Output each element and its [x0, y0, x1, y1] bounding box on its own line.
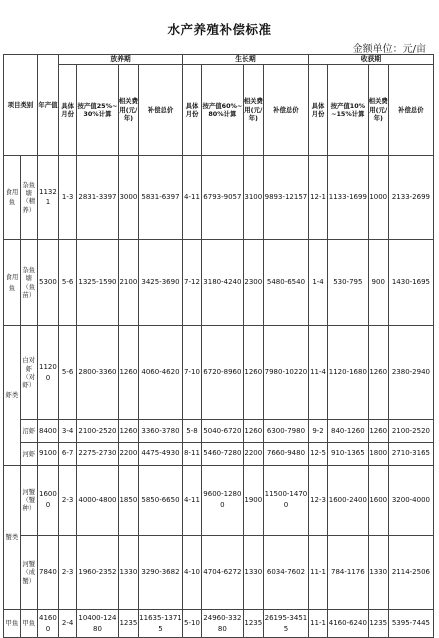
phase1-value-share-cell: 2831-3397: [77, 156, 119, 240]
phase2-total-cell: 11500-14700: [263, 465, 308, 535]
phase3-total-cell: 2114-2506: [388, 535, 433, 609]
phase3-total-cell: 2710-3165: [388, 442, 433, 465]
table-row: [4, 535, 434, 609]
phase2-value-share-cell: 6793-9057: [202, 156, 244, 240]
subcategory-cell: 甲鱼: [20, 610, 37, 638]
phase3-months-cell: 12-5: [308, 442, 327, 465]
table-row: [4, 420, 434, 443]
phase2-total-cell: 5480-6540: [263, 239, 308, 326]
phase1-months-cell: 3-4: [59, 420, 77, 443]
phase1-value-share-cell: 1960-2352: [77, 535, 119, 609]
phase3-related-cost-cell: 1600: [368, 465, 388, 535]
phase3-months-cell: 12-3: [308, 465, 327, 535]
category-cell: 食用鱼: [4, 156, 21, 240]
phase2-months-cell: 4-11: [182, 156, 201, 240]
category-cell: 食用鱼: [4, 239, 21, 326]
annual-output-cell: 11321: [37, 156, 58, 240]
phase2-related-cost-cell: 1900: [243, 465, 263, 535]
phase1-related-cost-cell: 1260: [118, 326, 138, 420]
page-title: 水产养殖补偿标准: [167, 22, 272, 37]
phase1-related-cost-cell: 1260: [118, 420, 138, 443]
phase1-value-share-cell: 4000-4800: [77, 465, 119, 535]
annual-output-cell: 11200: [37, 326, 58, 420]
phase1-value-share-cell: 2800-3360: [77, 326, 119, 420]
header-phase2-related-cost: 相关费用(元/年): [243, 65, 263, 156]
phase3-months-cell: 1-4: [308, 239, 327, 326]
phase2-related-cost-cell: 2200: [243, 442, 263, 465]
header-phase3-months: 具体月份: [308, 65, 327, 156]
phase3-related-cost-cell: 900: [368, 239, 388, 326]
phase1-total-cell: 3425-3690: [139, 239, 183, 326]
phase2-months-cell: 7-12: [182, 239, 201, 326]
phase1-total-cell: 5831-6397: [139, 156, 183, 240]
subcategory-cell: 杂鱼塘（精养）: [20, 156, 37, 240]
phase3-related-cost-cell: 1260: [368, 326, 388, 420]
subcategory-cell: 白对虾（对虾）: [20, 326, 37, 420]
phase2-total-cell: 6034-7602: [263, 535, 308, 609]
phase1-value-share-cell: 1325-1590: [77, 239, 119, 326]
phase1-months-cell: 6-7: [59, 442, 77, 465]
subcategory-cell: 河蟹（蟹种）: [20, 465, 37, 535]
header-phase3-related-cost: 相关费用(元/年): [368, 65, 388, 156]
header-phase1-total: 补偿总价: [139, 65, 183, 156]
header-phase1-value-share: 按产值25%~30%计算: [77, 65, 119, 156]
phase3-total-cell: 2380-2940: [388, 326, 433, 420]
phase3-value-share-cell: 1600-2400: [328, 465, 369, 535]
phase3-value-share-cell: 1120-1680: [328, 326, 369, 420]
phase3-months-cell: 11-4: [308, 326, 327, 420]
header-phase2-value-share: 按产值60%~80%计算: [202, 65, 244, 156]
phase3-related-cost-cell: 1000: [368, 156, 388, 240]
phase3-total-cell: 3200-4000: [388, 465, 433, 535]
phase1-months-cell: 5-6: [59, 239, 77, 326]
header-category: 项目类别: [4, 55, 38, 156]
header-phase-stocking: 放养期: [59, 55, 183, 65]
phase2-months-cell: 4-11: [182, 465, 201, 535]
phase2-value-share-cell: 24960-33280: [202, 610, 244, 638]
phase2-related-cost-cell: 1260: [243, 326, 263, 420]
phase1-related-cost-cell: 3000: [118, 156, 138, 240]
phase1-months-cell: 2-3: [59, 535, 77, 609]
phase2-total-cell: 6300-7980: [263, 420, 308, 443]
phase2-total-cell: 7660-9480: [263, 442, 308, 465]
phase1-related-cost-cell: 2100: [118, 239, 138, 326]
header-phase2-months: 具体月份: [182, 65, 201, 156]
header-phase3-value-share: 按产值10%~15%计算: [328, 65, 369, 156]
category-cell: 甲鱼: [4, 610, 21, 638]
subcategory-cell: 河虾: [20, 442, 37, 465]
phase3-months-cell: 11-1: [308, 610, 327, 638]
annual-output-cell: 8400: [37, 420, 58, 443]
phase1-related-cost-cell: 1850: [118, 465, 138, 535]
phase3-value-share-cell: 4160-6240: [328, 610, 369, 638]
phase2-value-share-cell: 5460-7280: [202, 442, 244, 465]
header-phase2-total: 补偿总价: [263, 65, 308, 156]
annual-output-cell: 41600: [37, 610, 58, 638]
phase1-months-cell: 1-3: [59, 156, 77, 240]
phase2-value-share-cell: 5040-6720: [202, 420, 244, 443]
phase3-value-share-cell: 1133-1699: [328, 156, 369, 240]
phase3-value-share-cell: 784-1176: [328, 535, 369, 609]
phase1-related-cost-cell: 1330: [118, 535, 138, 609]
phase1-months-cell: 5-6: [59, 326, 77, 420]
phase2-related-cost-cell: 1260: [243, 420, 263, 443]
phase3-related-cost-cell: 1235: [368, 610, 388, 638]
phase2-months-cell: 8-11: [182, 442, 201, 465]
table-row: [4, 239, 434, 326]
table-row: [4, 442, 434, 465]
table-row: [4, 465, 434, 535]
phase2-value-share-cell: 3180-4240: [202, 239, 244, 326]
phase2-value-share-cell: 4704-6272: [202, 535, 244, 609]
phase2-related-cost-cell: 3100: [243, 156, 263, 240]
subcategory-cell: 河蟹（成蟹）: [20, 535, 37, 609]
subcategory-cell: 杂鱼塘（鱼苗）: [20, 239, 37, 326]
phase2-related-cost-cell: 2300: [243, 239, 263, 326]
table-row: [4, 326, 434, 420]
header-phase-growth: 生长期: [182, 55, 308, 65]
annual-output-cell: 5300: [37, 239, 58, 326]
table-row: [4, 610, 434, 638]
category-cell: 虾类: [4, 326, 21, 465]
unit-label: 金额单位：元/亩: [352, 44, 426, 55]
header-annual-output: 年产值: [37, 55, 58, 156]
phase1-related-cost-cell: 2200: [118, 442, 138, 465]
phase2-related-cost-cell: 1235: [243, 610, 263, 638]
phase3-months-cell: 11-1: [308, 535, 327, 609]
phase2-value-share-cell: 9600-12800: [202, 465, 244, 535]
phase1-value-share-cell: 2275-2730: [77, 442, 119, 465]
table-row: [4, 156, 434, 240]
phase3-related-cost-cell: 1260: [368, 420, 388, 443]
phase3-total-cell: 2133-2699: [388, 156, 433, 240]
phase1-total-cell: 4475-4930: [139, 442, 183, 465]
compensation-table: [3, 54, 434, 638]
phase1-related-cost-cell: 1235: [118, 610, 138, 638]
phase3-months-cell: 9-2: [308, 420, 327, 443]
phase3-related-cost-cell: 1330: [368, 535, 388, 609]
phase3-total-cell: 2100-2520: [388, 420, 433, 443]
phase2-months-cell: 7-10: [182, 326, 201, 420]
header-phase1-related-cost: 相关费用(元/年): [118, 65, 138, 156]
phase1-value-share-cell: 2100-2520: [77, 420, 119, 443]
annual-output-cell: 16000: [37, 465, 58, 535]
phase1-months-cell: 2-4: [59, 610, 77, 638]
phase3-total-cell: 5395-7445: [388, 610, 433, 638]
phase1-total-cell: 3360-3780: [139, 420, 183, 443]
phase1-months-cell: 2-3: [59, 465, 77, 535]
phase2-total-cell: 7980-10220: [263, 326, 308, 420]
phase2-months-cell: 4-10: [182, 535, 201, 609]
phase2-related-cost-cell: 1330: [243, 535, 263, 609]
header-phase1-months: 具体月份: [59, 65, 77, 156]
phase3-value-share-cell: 910-1365: [328, 442, 369, 465]
phase3-total-cell: 1430-1695: [388, 239, 433, 326]
phase2-total-cell: 26195-34515: [263, 610, 308, 638]
header-phase-harvest: 收获期: [308, 55, 433, 65]
phase3-value-share-cell: 840-1260: [328, 420, 369, 443]
phase1-value-share-cell: 10400-12480: [77, 610, 119, 638]
phase1-total-cell: 5850-6650: [139, 465, 183, 535]
phase2-value-share-cell: 6720-8960: [202, 326, 244, 420]
phase2-months-cell: 5-10: [182, 610, 201, 638]
phase1-total-cell: 3290-3682: [139, 535, 183, 609]
header-phase3-total: 补偿总价: [388, 65, 433, 156]
subcategory-cell: 沼虾: [20, 420, 37, 443]
phase1-total-cell: 11635-13715: [139, 610, 183, 638]
phase3-value-share-cell: 530-795: [328, 239, 369, 326]
phase1-total-cell: 4060-4620: [139, 326, 183, 420]
category-cell: 蟹类: [4, 465, 21, 609]
phase3-months-cell: 12-1: [308, 156, 327, 240]
phase3-related-cost-cell: 1800: [368, 442, 388, 465]
phase2-total-cell: 9893-12157: [263, 156, 308, 240]
annual-output-cell: 7840: [37, 535, 58, 609]
phase2-months-cell: 5-8: [182, 420, 201, 443]
annual-output-cell: 9100: [37, 442, 58, 465]
